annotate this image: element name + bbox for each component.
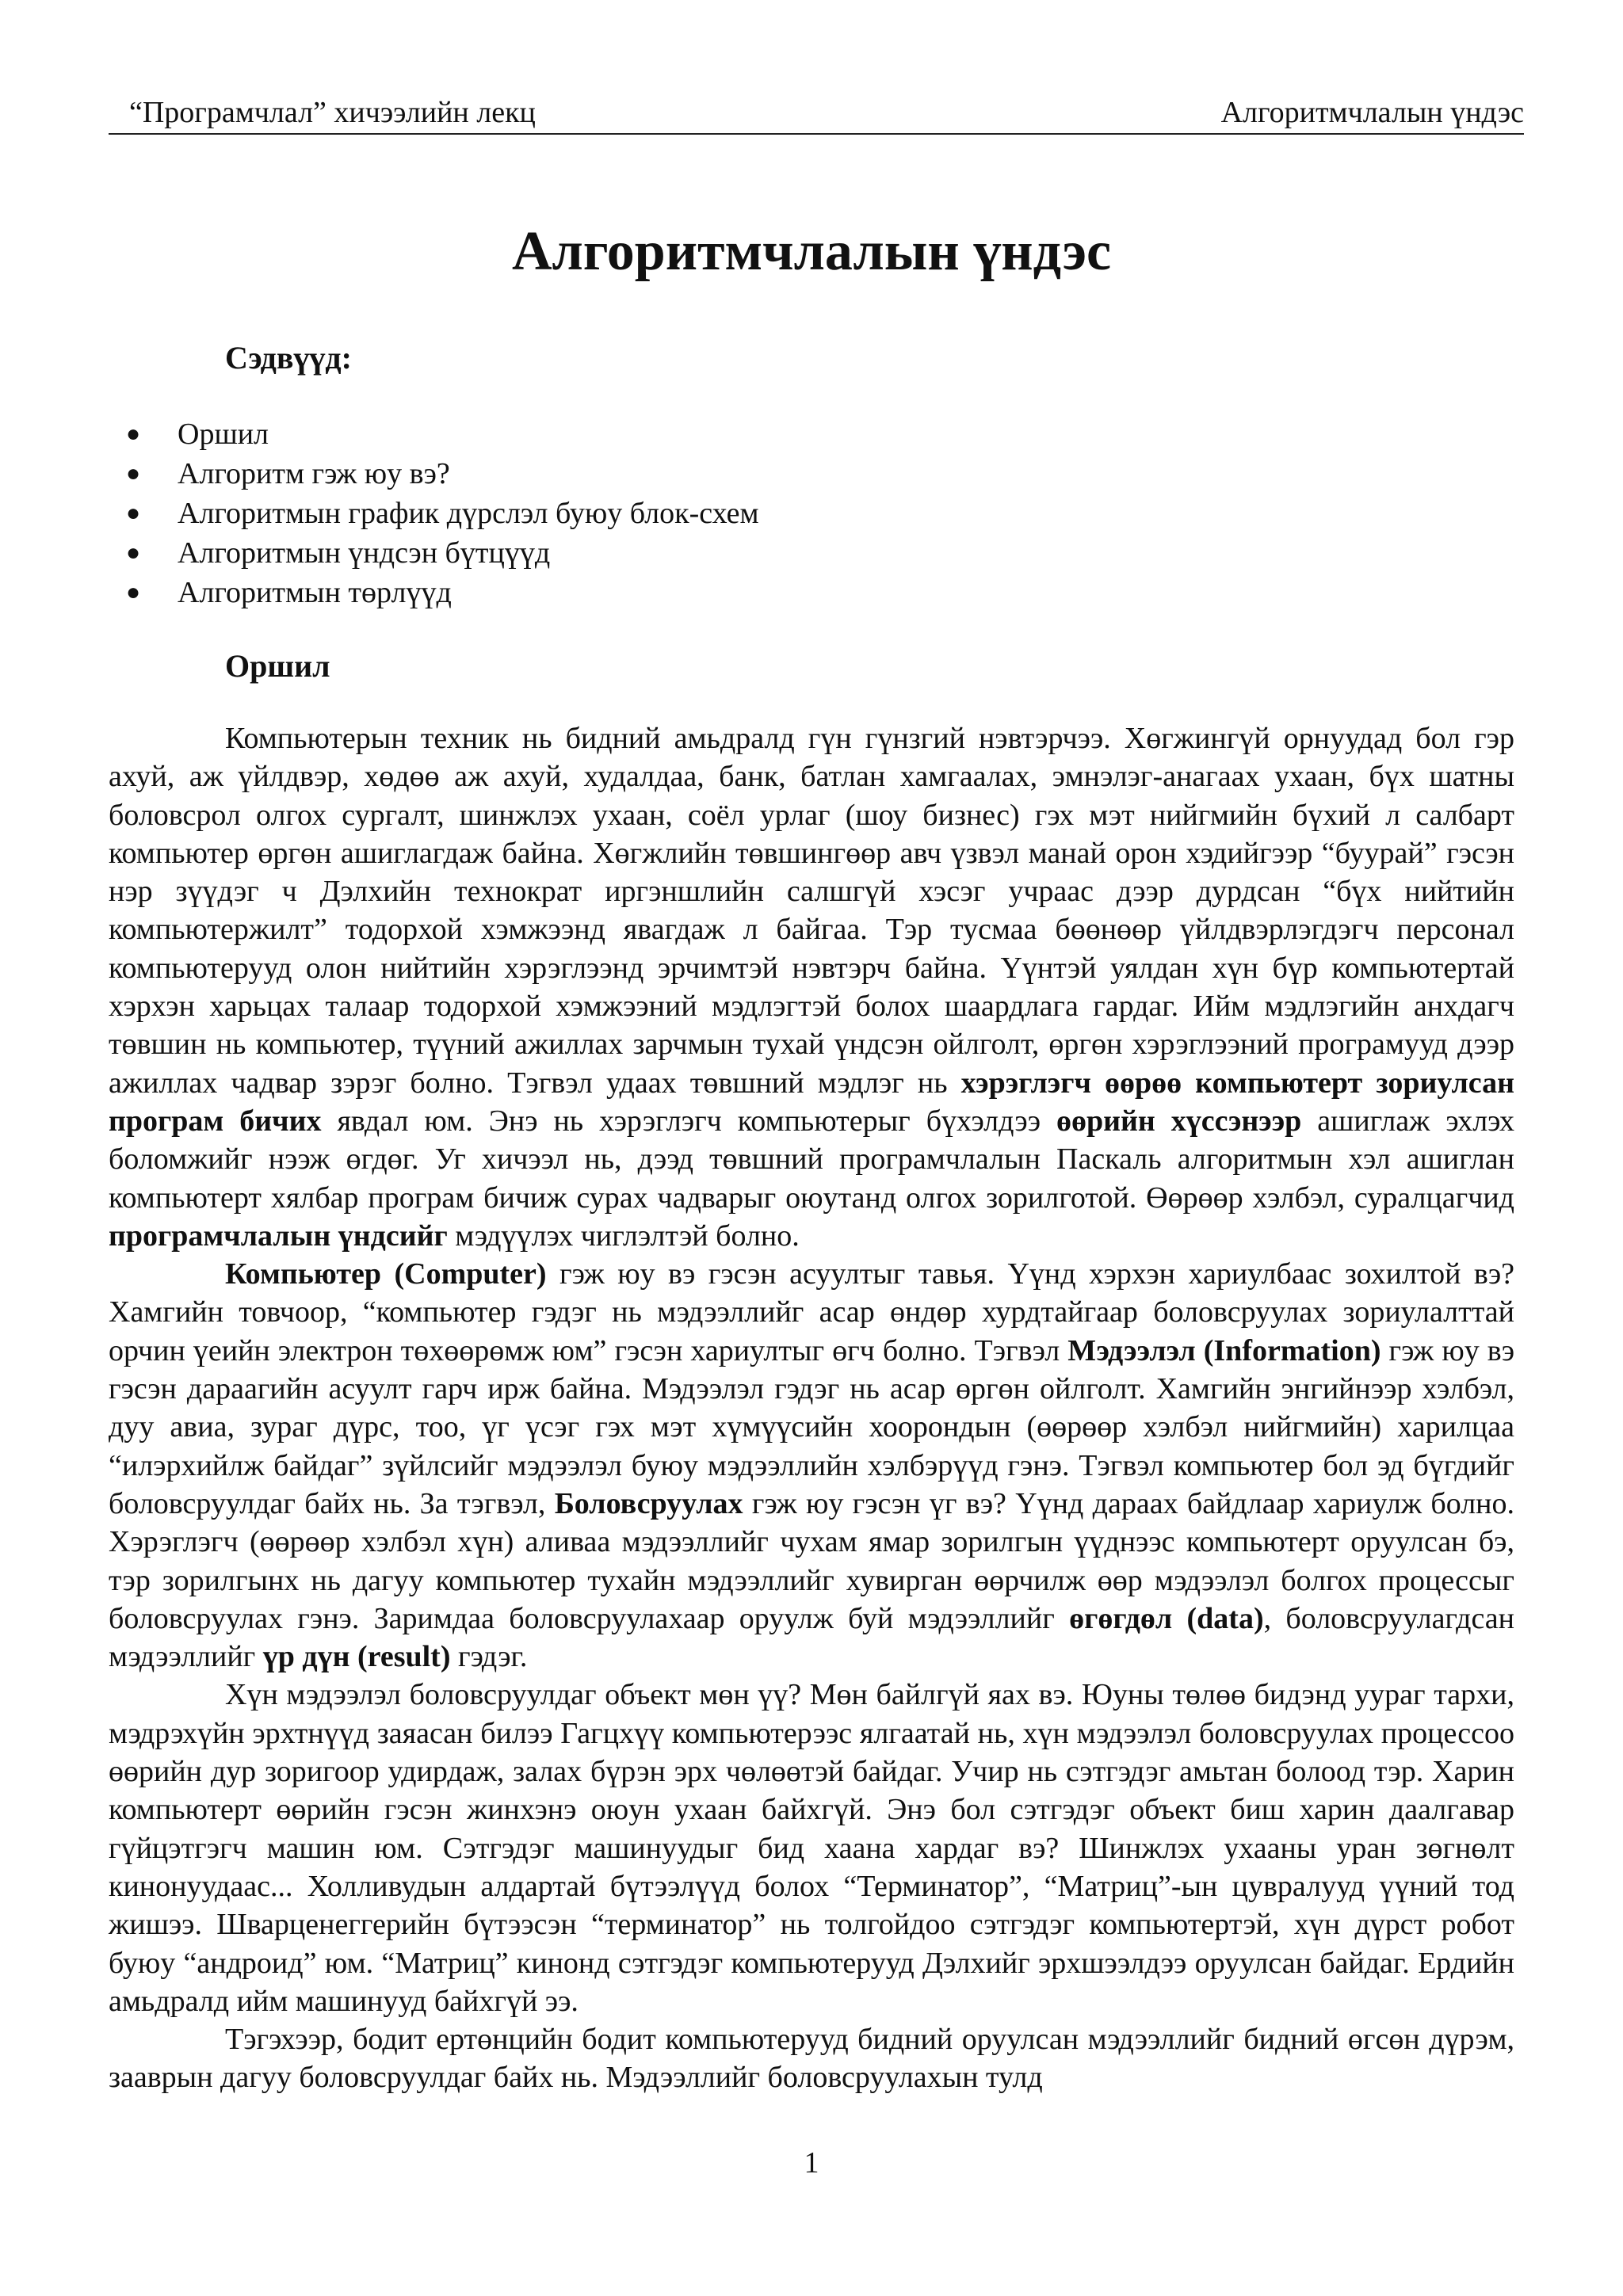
bold-run: Компьютер (Computer) xyxy=(225,1257,547,1291)
text-run: Хүн мэдээлэл боловсруулдаг объект мөн үү? Мөн байлгүй яах вэ. Юуны төлөө бидэнд ууpaг тархи, мэдрэхүйн эрхтнүүд заяасан билээ Гагцхүү компьютерээс ялгаатай нь, хүн мэдээлэл боловсруулах процессоо өөрийн дур зоригоор удирдаж, залах бүрэн эрх чөлөөтэй байдаг. Учир нь сэтгэдэг амьтан болоод тэр. Харин компьютерт өөрийн гэсэн жинхэнэ оюун ухаан байхгүй. Энэ бол сэтгэдэг объект биш харин даалгавар гүйцэтгэгч машин юм. Сэтгэдэг машинуудыг бид хаана хардаг вэ? Шинжлэх ухааны уран зөгнөлт кинонуудаас... Холливудын алдартай бүтээлүүд болох “Терминатор”, “Матриц”-ын цувралууд үүний тод жишээ. Шварценеггерийн бүтээсэн “терминатор” нь толгойдоо сэтгэдэг компьютертэй, хүн дүрст робот буюу “андроид” юм. “Матриц” кинонд сэтгэдэг компьютерууд Дэлхийг эрхшээлдээ оруулсан байдаг. Ердийн амьдралд ийм машинууд байхгүй ээ. xyxy=(109,1678,1514,2018)
text-run: Тэгэхээр, бодит ертөнцийн бодит компьютерууд бидний оруулсан мэдээллийг бидний өгсөн дүрэм, зааврын дагуу боловсруулдаг байх нь. Мэдээллийг боловсруулахын тулд xyxy=(109,2023,1514,2095)
paragraph xyxy=(109,719,1514,1255)
bullet-icon: ● xyxy=(125,500,141,526)
text-run: гэж юу гэсэн үг вэ? Үүнд дараах байдлаар хариулж болно. Хэрэглэгч (өөрөөр хэлбэл хүн) аливаа мэдээллийг чухам ямар зорилгын үүднээс компьютерт оруулсан бэ, тэр зорилгынх нь дагуу компьютер тухайн мэдээллийг хувирган өөрчилж өөр мэдээлэл болгох процессыг боловсруулах гэнэ. Заримдаа боловсруулахаар оруулж буй мэдээллийг xyxy=(109,1486,1515,1635)
list-item xyxy=(125,533,759,573)
bold-run: өөрийн хүссэнээр xyxy=(1056,1104,1302,1138)
list-item xyxy=(125,573,759,612)
bullet-icon: ● xyxy=(125,421,141,447)
text-run: , боловсруулагдсан мэдээллийг xyxy=(109,1601,1514,1674)
section-heading-intro: Оршил xyxy=(225,648,330,684)
topic-label: Алгоритмын төрлүүд xyxy=(178,576,452,609)
header-chapter-title: Алгоритмчлалын үндэс xyxy=(1220,96,1524,129)
bold-run: Мэдээлэл (Information) xyxy=(1067,1333,1381,1367)
text-run: гэж юу вэ гэсэн асуултыг тавья. Үүнд хэрхэн хариулбаас зохилтой вэ? Хамгийн товчоор, “компьютер гэдэг нь мэдээллийг асар өндөр хурдтайгаар боловсруулах зориулалттай орчин үеийн электрон төхөөрөмж юм” гэсэн хариултыг өгч болно. Тэгвэл xyxy=(109,1257,1514,1367)
header-course-title: “Програмчлал” хичээлийн лекц xyxy=(129,96,536,129)
topics-list xyxy=(125,414,759,612)
paragraph xyxy=(109,2020,1514,2097)
bold-run: Боловсруулах xyxy=(554,1486,743,1520)
list-item xyxy=(125,414,759,454)
bullet-icon: ● xyxy=(125,540,141,566)
text-run: ашиглаж эхлэх боломжийг нээж өгдөг. Уг хичээл нь, дээд төвшний програмчлалын Паскаль алгоритмын хэл ашиглан компьютерт хялбар програм бичиж сурах чадварыг оюутанд олгох зорилготой. Өөрөөр хэлбэл, суралцагчид xyxy=(109,1104,1514,1215)
bold-run: програмчлалын үндсийг xyxy=(109,1219,448,1253)
topic-label: Алгоритм гэж юу вэ? xyxy=(178,457,450,490)
text-run: мэдүүлэх чиглэлтэй болно. xyxy=(447,1219,800,1253)
bold-run: өгөгдөл (data) xyxy=(1069,1601,1264,1635)
page-title: Алгоритмчлалын үндэс xyxy=(511,221,1112,282)
text-run: Компьютерын техник нь бидний амьдралд гүн гүнзгий нэвтэрчээ. Хөгжингүй орнуудад бол гэр ахуй, аж үйлдвэр, хөдөө аж ахуй, худалдаа, банк, батлан хамгаалах, эмнэлэг-анагаах ухаан, бүх шатны боловсрол олгох сургалт, шинжлэх ухаан, соёл урлаг (шоу бизнес) гэх мэт нийгмийн бүхий л салбарт компьютер өргөн ашиглагдаж байна. Хөгжлийн төвшингөөр авч үзвэл манай орон хэдийгээр “буурай” гэсэн нэр зүүдэг ч Дэлхийн технократ иргэншлийн салшгүй хэсэг учраас дээр дурдсан “бүх нийтийн компьютержилт” тодорхой хэмжээнд явагдаж л байгаа. Тэр тусмаа бөөнөөр үйлдвэрлэгдэгч персонал компьютерууд олон нийтийн хэрэглээнд эрчимтэй нэвтэрч байна. Үүнтэй уялдан хүн бүр компьютертай хэрхэн харьцах талаар тодорхой хэмжээний мэдлэгтэй болох шаардлага гардаг. Ийм мэдлэгийн анхдагч төвшин нь компьютер, түүний ажиллах зарчмын тухай үндсэн ойлголт, өргөн хэрэглээний програмууд дээр ажиллах чадвар зэрэг болно. Тэгвэл удаах төвшний мэдлэг нь xyxy=(109,722,1514,1100)
bold-run: үр дүн (result) xyxy=(262,1640,451,1674)
text-run: гэдэг. xyxy=(450,1640,528,1674)
bullet-icon: ● xyxy=(125,579,141,605)
body-text xyxy=(109,719,1514,2097)
topics-heading: Сэдвүүд: xyxy=(225,340,352,376)
topic-label: Алгоритмын график дүрслэл буюу блок-схем xyxy=(178,497,759,530)
paragraph xyxy=(109,1255,1514,1676)
paragraph xyxy=(109,1676,1514,2020)
text-run: явдал юм. Энэ нь хэрэглэгч компьютерыг бүхэлдээ xyxy=(321,1104,1056,1138)
list-item xyxy=(125,494,759,533)
list-item xyxy=(125,454,759,494)
topic-label: Алгоритмын үндсэн бүтцүүд xyxy=(178,536,551,570)
bullet-icon: ● xyxy=(125,460,141,486)
topic-label: Оршил xyxy=(178,418,269,451)
text-run: гэж юу вэ гэсэн дараагийн асуулт гарч ирж байна. Мэдээлэл гэдэг нь асар өргөн ойлголт. Хамгийн энгийнээр хэлбэл, дуу авиа, зураг дүрс, тоо, үг үсэг гэх мэт хүмүүсийн хоорондын (өөрөөр хэлбэл нийгмийн) харилцаа “илэрхийлж байдаг” зүйлсийг мэдээлэл буюу мэдээллийн хэлбэрүүд гэнэ. Тэгвэл компьютер бол эд бүгдийг боловсруулдаг байх нь. За тэгвэл, xyxy=(109,1333,1515,1520)
running-header xyxy=(109,93,1524,135)
bold-run: хэрэглэгч өөрөө компьютерт зориулсан програм бичих xyxy=(109,1066,1515,1138)
page-number: 1 xyxy=(804,2146,819,2180)
